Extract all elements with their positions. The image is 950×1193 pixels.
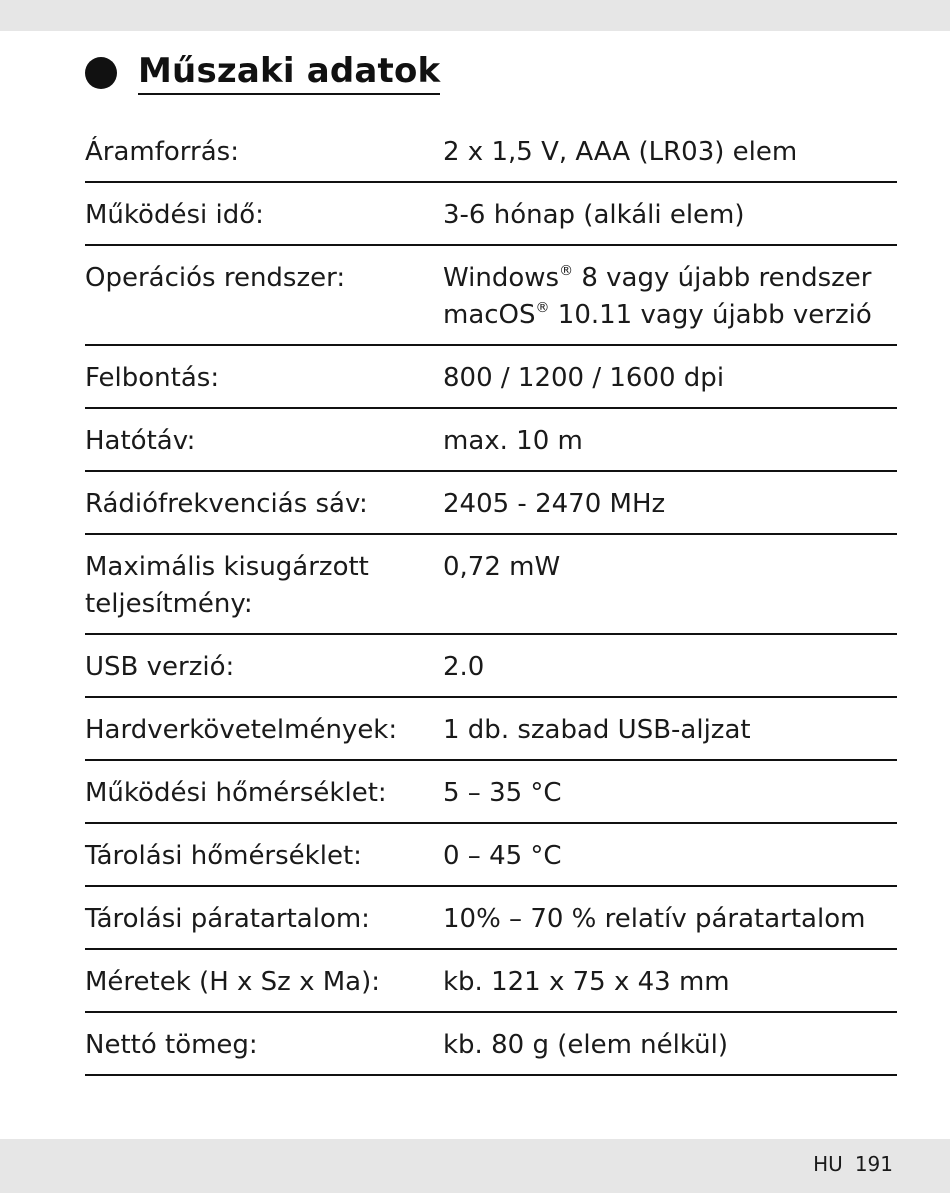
registered-mark: ® (535, 300, 550, 316)
spec-value: max. 10 m (443, 426, 583, 456)
spec-row (85, 183, 897, 246)
spec-value (443, 260, 897, 334)
os-requirement: 8 vagy újabb rendszer (573, 263, 872, 293)
spec-row (85, 950, 897, 1013)
top-band (0, 0, 950, 31)
spec-row (85, 346, 897, 409)
bullet-icon (85, 57, 117, 89)
spec-row (85, 120, 897, 183)
spec-label: Működési idő: (85, 200, 264, 230)
spec-label: Hatótáv: (85, 426, 196, 456)
os-name: Windows (443, 263, 560, 293)
spec-label-line: teljesítmény: (85, 589, 253, 619)
spec-label: Nettó tömeg: (85, 1030, 258, 1060)
spec-label: Rádiófrekvenciás sáv: (85, 489, 368, 519)
spec-row (85, 535, 897, 635)
spec-value: 2405 - 2470 MHz (443, 489, 666, 519)
spec-row (85, 887, 897, 950)
spec-value: 5 – 35 °C (443, 778, 562, 808)
spec-value-line (443, 260, 897, 297)
page-title: Műszaki adatok (138, 51, 440, 95)
spec-label: Felbontás: (85, 363, 220, 393)
spec-table (85, 120, 897, 1076)
spec-row (85, 472, 897, 535)
spec-value: 0,72 mW (443, 552, 561, 582)
spec-row (85, 246, 897, 346)
spec-label: Tárolási hőmérséklet: (85, 841, 362, 871)
spec-value: 1 db. szabad USB-aljzat (443, 715, 751, 745)
language-code: HU (813, 1152, 843, 1176)
spec-label: Operációs rendszer: (85, 263, 346, 293)
spec-label: USB verzió: (85, 652, 235, 682)
spec-row (85, 1013, 897, 1076)
spec-value: 10% – 70 % relatív páratartalom (443, 904, 866, 934)
spec-value: 0 – 45 °C (443, 841, 562, 871)
spec-label: Tárolási páratartalom: (85, 904, 370, 934)
spec-label: Méretek (H x Sz x Ma): (85, 967, 381, 997)
page-footer (801, 1152, 893, 1176)
spec-value: 2 x 1,5 V, AAA (LR03) elem (443, 137, 798, 167)
os-name: macOS (443, 300, 536, 330)
spec-row (85, 761, 897, 824)
spec-value: kb. 121 x 75 x 43 mm (443, 967, 730, 997)
spec-label: Áramforrás: (85, 137, 239, 167)
spec-label: Hardverkövetelmények: (85, 715, 398, 745)
spec-value-line (443, 297, 897, 334)
spec-value: 3-6 hónap (alkáli elem) (443, 200, 745, 230)
spec-label: Működési hőmérséklet: (85, 778, 387, 808)
spec-value: 2.0 (443, 652, 485, 682)
spec-label (85, 549, 443, 623)
registered-mark: ® (559, 263, 574, 279)
spec-label-line: Maximális kisugárzott (85, 552, 369, 582)
os-requirement: 10.11 vagy újabb verzió (549, 300, 872, 330)
spec-row (85, 409, 897, 472)
spec-row (85, 824, 897, 887)
spec-row (85, 635, 897, 698)
spec-value: 800 / 1200 / 1600 dpi (443, 363, 725, 393)
page-number: 191 (854, 1152, 893, 1176)
spec-row (85, 698, 897, 761)
section-heading (85, 48, 440, 98)
spec-value: kb. 80 g (elem nélkül) (443, 1030, 728, 1060)
